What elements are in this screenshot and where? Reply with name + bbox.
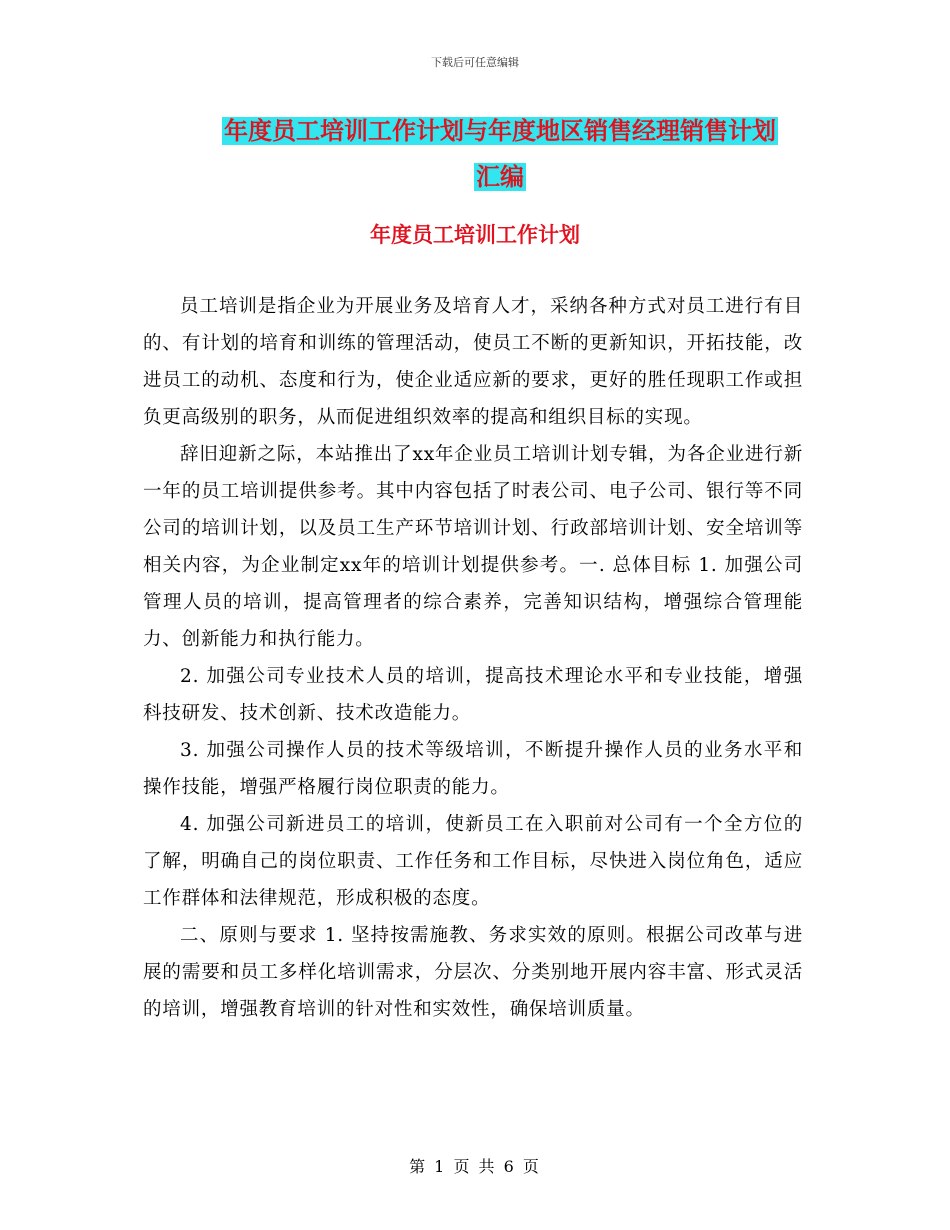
paragraph: 4. 加强公司新进员工的培训，使新员工在入职前对公司有一个全方位的了解，明确自己的岗位职责、工作任务和工作目标，尽快进入岗位角色，适应工作群体和法律规范，形成积极的态度。 [143, 814, 803, 909]
body-text [143, 288, 803, 1028]
document-title [150, 108, 850, 200]
paragraph: 2. 加强公司专业技术人员的培训，提高技术理论水平和专业技能，增强科技研发、技术创新、技术改造能力。 [143, 666, 803, 724]
document-title-line2: 汇编 [476, 163, 524, 191]
document-title-line1: 年度员工培训工作计划与年度地区销售经理销售计划 [224, 117, 776, 145]
paragraph: 辞旧迎新之际，本站推出了xx年企业员工培训计划专辑，为各企业进行新一年的员工培训提供参考。其中内容包括了时表公司、电子公司、银行等不同公司的培训计划，以及员工生产环节培训计划、行政部培训计划、安全培训等相关内容，为企业制定xx年的培训计划提供参考。一. 总体目标 1. 加强公司管理人员的培训，提高管理者的综合素养，完善知识结构，增强综合管理能力、创新能力和执行能力。 [143, 444, 803, 650]
paragraph: 二、原则与要求 1. 坚持按需施教、务求实效的原则。根据公司改革与进展的需要和员工多样化培训需求，分层次、分类别地开展内容丰富、形式灵活的培训，增强教育培训的针对性和实效性，确保培训质量。 [143, 925, 803, 1020]
page-footer: 第 1 页 共 6 页 [409, 1157, 541, 1176]
section-title: 年度员工培训工作计划 [370, 223, 580, 247]
paragraph: 员工培训是指企业为开展业务及培育人才，采纳各种方式对员工进行有目的、有计划的培育和训练的管理活动，使员工不断的更新知识，开拓技能，改进员工的动机、态度和行为，使企业适应新的要求，更好的胜任现职工作或担负更高级别的职务，从而促进组织效率的提高和组织目标的实现。 [143, 296, 803, 428]
header-note: 下载后可任意编辑 [431, 56, 519, 69]
paragraph: 3. 加强公司操作人员的技术等级培训，不断提升操作人员的业务水平和操作技能，增强严格履行岗位职责的能力。 [143, 740, 803, 798]
